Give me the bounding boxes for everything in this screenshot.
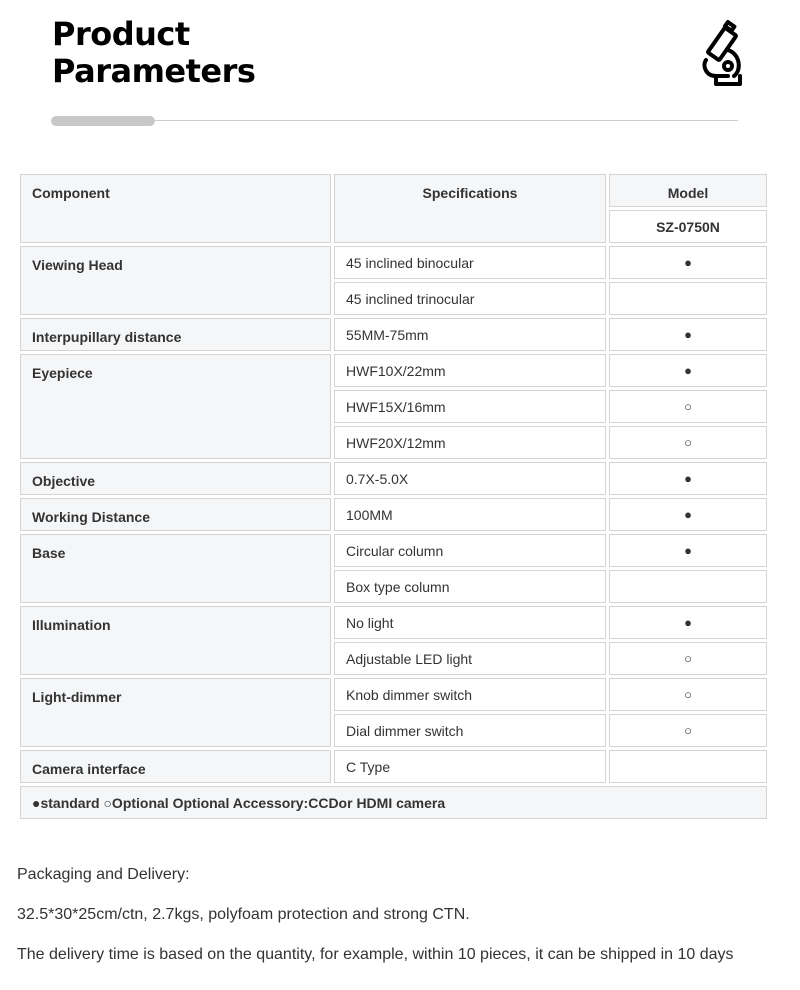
table-row [20,534,767,567]
header-specifications: Specifications [334,174,606,243]
table-row [20,318,767,351]
parameters-table [17,171,770,822]
spec-cell: 45 inclined binocular [334,246,606,279]
header-component: Component [20,174,331,243]
mark-cell: ● [609,498,767,531]
component-cell: Viewing Head [20,246,331,315]
packaging-label: Packaging and Delivery: [17,866,190,883]
mark-cell: ○ [609,678,767,711]
title-line-2: Parameters [52,52,256,90]
spec-cell: HWF10X/22mm [334,354,606,387]
spec-cell: Dial dimmer switch [334,714,606,747]
component-cell: Base [20,534,331,603]
mark-cell: ○ [609,426,767,459]
table-row [20,750,767,783]
spec-cell: C Type [334,750,606,783]
mark-cell: ● [609,462,767,495]
table-header-row [20,174,767,207]
mark-cell: ○ [609,642,767,675]
delivery-note: The delivery time is based on the quantity, for example, within 10 pieces, it can be shipped in 10 days [17,946,734,963]
model-name: SZ-0750N [609,210,767,243]
header-model: Model [609,174,767,207]
microscope-icon [698,20,748,88]
title-line-1: Product [52,15,190,53]
component-cell: Illumination [20,606,331,675]
mark-cell: ○ [609,390,767,423]
spec-cell: HWF20X/12mm [334,426,606,459]
legend-row [20,786,767,819]
mark-cell [609,750,767,783]
mark-cell: ● [609,318,767,351]
table-row [20,678,767,711]
spec-cell: HWF15X/16mm [334,390,606,423]
packaging-detail: 32.5*30*25cm/ctn, 2.7kgs, polyfoam protection and strong CTN. [17,906,470,923]
component-cell: Eyepiece [20,354,331,459]
mark-cell: ● [609,534,767,567]
component-cell: Light-dimmer [20,678,331,747]
spec-cell: Box type column [334,570,606,603]
mark-cell: ○ [609,714,767,747]
component-cell: Working Distance [20,498,331,531]
spec-cell: 45 inclined trinocular [334,282,606,315]
mark-cell: ● [609,606,767,639]
spec-cell: No light [334,606,606,639]
header-accent-bar [51,116,155,126]
mark-cell [609,570,767,603]
component-cell: Interpupillary distance [20,318,331,351]
table-row [20,462,767,495]
mark-cell: ● [609,246,767,279]
spec-cell: 55MM-75mm [334,318,606,351]
table-row [20,606,767,639]
mark-cell: ● [609,354,767,387]
spec-cell: 0.7X-5.0X [334,462,606,495]
spec-cell: Adjustable LED light [334,642,606,675]
component-cell: Camera interface [20,750,331,783]
table-row [20,498,767,531]
table-row [20,354,767,387]
mark-cell [609,282,767,315]
table-row [20,246,767,279]
spec-cell: Circular column [334,534,606,567]
spec-cell: 100MM [334,498,606,531]
page-title [52,16,255,90]
component-cell: Objective [20,462,331,495]
legend-note: ●standard ○Optional Optional Accessory:CCDor HDMI camera [20,786,767,819]
spec-cell: Knob dimmer switch [334,678,606,711]
